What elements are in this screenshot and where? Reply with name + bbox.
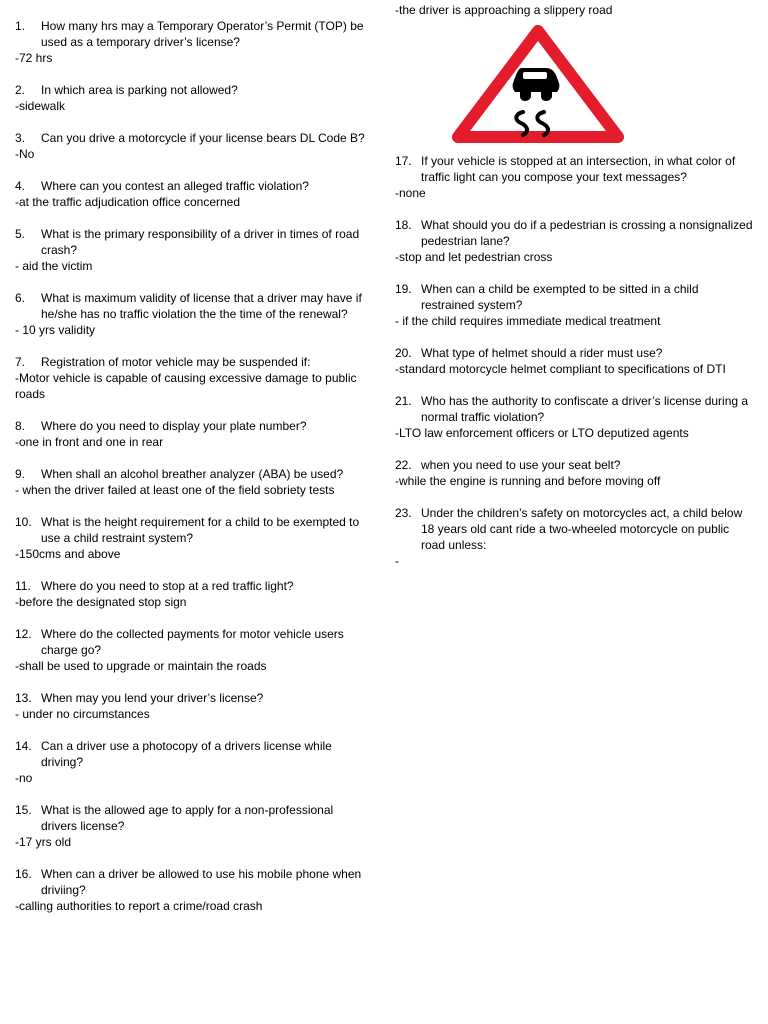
- right-question-text-1: If your vehicle is stopped at an intersection, in what color of traffic light can you compose your text messages?: [421, 154, 736, 184]
- right-question-text-6: when you need to use your seat belt?: [421, 458, 621, 472]
- left-answer-16: -calling authorities to report a crime/road crash: [15, 899, 263, 913]
- left-question-text-12: Where do the collected payments for motor vehicle users charge go?: [41, 627, 344, 657]
- left-item-12: [15, 626, 370, 674]
- right-question-text-7: Under the children’s safety on motorcycles act, a child below 18 years old cant ride a two-wheeled motorcycle on public road unless:: [421, 506, 743, 552]
- left-question-text-15: What is the allowed age to apply for a non-professional drivers license?: [41, 803, 334, 833]
- left-question-text-3: Can you drive a motorcycle if your license bears DL Code B?: [41, 131, 365, 145]
- right-question-number-2: 18.: [395, 218, 412, 232]
- left-question-number-2: 2.: [15, 83, 26, 97]
- left-question-text-9: When shall an alcohol breather analyzer (ABA) be used?: [41, 467, 344, 481]
- left-question-line-14: [15, 738, 370, 770]
- left-question-line-12: [15, 626, 370, 658]
- left-question-text-11: Where do you need to stop at a red traffic light?: [41, 579, 294, 593]
- right-answer-6: -while the engine is running and before moving off: [395, 474, 661, 488]
- left-question-number-9: 9.: [15, 467, 26, 481]
- left-question-number-11: 11.: [15, 579, 31, 593]
- left-question-text-16: When can a driver be allowed to use his mobile phone when driviing?: [41, 867, 362, 897]
- left-column: [15, 18, 370, 930]
- left-question-text-7: Registration of motor vehicle may be suspended if:: [41, 355, 311, 369]
- left-question-text-10: What is the height requirement for a child to be exempted to use a child restraint system?: [41, 515, 360, 545]
- left-question-line-16: [15, 866, 370, 898]
- left-question-text-6: What is maximum validity of license that a driver may have if he/she has no traffic violation the the time of the renewal?: [41, 291, 362, 321]
- left-question-text-5: What is the primary responsibility of a driver in times of road crash?: [41, 227, 360, 257]
- left-question-number-8: 8.: [15, 419, 26, 433]
- left-answer-15: -17 yrs old: [15, 835, 72, 849]
- right-item-1: [395, 153, 755, 201]
- right-question-line-5: [395, 393, 755, 425]
- left-answer-9: - when the driver failed at least one of the field sobriety tests: [15, 483, 335, 497]
- right-item-5: [395, 393, 755, 441]
- left-question-number-3: 3.: [15, 131, 26, 145]
- left-question-number-6: 6.: [15, 291, 26, 305]
- left-question-line-11: [15, 578, 370, 594]
- right-question-text-3: When can a child be exempted to be sitted in a child restrained system?: [421, 282, 699, 312]
- left-question-line-3: [15, 130, 370, 146]
- right-answer-3: - if the child requires immediate medical treatment: [395, 314, 661, 328]
- left-question-number-5: 5.: [15, 227, 26, 241]
- right-question-line-1: [395, 153, 755, 185]
- left-answer-5: - aid the victim: [15, 259, 93, 273]
- right-item-4: [395, 345, 755, 377]
- right-question-line-7: [395, 505, 755, 553]
- left-answer-13: - under no circumstances: [15, 707, 150, 721]
- left-answer-12: -shall be used to upgrade or maintain the roads: [15, 659, 267, 673]
- left-item-1: [15, 18, 370, 66]
- left-question-number-1: 1.: [15, 19, 26, 33]
- top-answer: -the driver is approaching a slippery road: [395, 3, 613, 17]
- right-question-number-7: 23.: [395, 506, 412, 520]
- left-answer-3: -No: [15, 147, 35, 161]
- right-question-number-4: 20.: [395, 346, 412, 360]
- right-question-text-5: Who has the authority to confiscate a driver’s license during a normal traffic violation?: [421, 394, 749, 424]
- left-question-text-2: In which area is parking not allowed?: [41, 83, 238, 97]
- right-answer-5: -LTO law enforcement officers or LTO deputized agents: [395, 426, 689, 440]
- left-question-line-8: [15, 418, 370, 434]
- left-question-number-16: 16.: [15, 867, 32, 881]
- right-answer-7: -: [395, 554, 399, 568]
- left-question-text-1: How many hrs may a Temporary Operator’s Permit (TOP) be used as a temporary driver’s license?: [41, 19, 364, 49]
- left-question-line-6: [15, 290, 370, 322]
- right-question-number-3: 19.: [395, 282, 412, 296]
- left-question-line-4: [15, 178, 370, 194]
- left-item-2: [15, 82, 370, 114]
- left-answer-10: -150cms and above: [15, 547, 121, 561]
- left-question-line-1: [15, 18, 370, 50]
- left-answer-6: - 10 yrs validity: [15, 323, 96, 337]
- left-item-15: [15, 802, 370, 850]
- left-question-line-2: [15, 82, 370, 98]
- left-question-line-9: [15, 466, 370, 482]
- left-question-text-8: Where do you need to display your plate number?: [41, 419, 307, 433]
- left-item-14: [15, 738, 370, 786]
- left-item-13: [15, 690, 370, 722]
- left-item-11: [15, 578, 370, 610]
- left-question-line-5: [15, 226, 370, 258]
- right-question-number-5: 21.: [395, 394, 412, 408]
- right-question-line-2: [395, 217, 755, 249]
- right-question-line-6: [395, 457, 755, 473]
- left-item-8: [15, 418, 370, 450]
- right-item-7: [395, 505, 755, 569]
- left-question-text-4: Where can you contest an alleged traffic violation?: [41, 179, 309, 193]
- left-question-line-7: [15, 354, 370, 370]
- right-answer-1: -none: [395, 186, 426, 200]
- right-question-line-4: [395, 345, 755, 361]
- right-item-3: [395, 281, 755, 329]
- slippery-road-sign-icon: [448, 22, 628, 147]
- right-question-line-3: [395, 281, 755, 313]
- left-question-line-10: [15, 514, 370, 546]
- left-question-text-14: Can a driver use a photocopy of a drivers license while driving?: [41, 739, 332, 769]
- right-answer-4: -standard motorcycle helmet compliant to specifications of DTI: [395, 362, 726, 376]
- left-item-4: [15, 178, 370, 210]
- right-item-6: [395, 457, 755, 489]
- left-question-text-13: When may you lend your driver’s license?: [41, 691, 264, 705]
- left-question-number-12: 12.: [15, 627, 32, 641]
- left-item-7: [15, 354, 370, 402]
- right-column: [395, 2, 755, 585]
- right-question-list: [395, 153, 755, 569]
- left-answer-2: -sidewalk: [15, 99, 66, 113]
- right-question-text-2: What should you do if a pedestrian is crossing a nonsignalized pedestrian lane?: [421, 218, 753, 248]
- left-answer-14: -no: [15, 771, 33, 785]
- left-answer-7: -Motor vehicle is capable of causing excessive damage to public roads: [15, 371, 357, 401]
- right-question-number-1: 17.: [395, 154, 412, 168]
- left-answer-4: -at the traffic adjudication office concerned: [15, 195, 241, 209]
- left-item-5: [15, 226, 370, 274]
- left-question-line-15: [15, 802, 370, 834]
- left-item-16: [15, 866, 370, 914]
- left-question-number-15: 15.: [15, 803, 32, 817]
- left-answer-1: -72 hrs: [15, 51, 53, 65]
- right-item-2: [395, 217, 755, 265]
- left-question-number-4: 4.: [15, 179, 26, 193]
- left-item-9: [15, 466, 370, 498]
- right-answer-2: -stop and let pedestrian cross: [395, 250, 553, 264]
- left-item-10: [15, 514, 370, 562]
- left-answer-11: -before the designated stop sign: [15, 595, 187, 609]
- left-question-number-7: 7.: [15, 355, 26, 369]
- right-question-text-4: What type of helmet should a rider must use?: [421, 346, 663, 360]
- left-item-3: [15, 130, 370, 162]
- left-question-number-10: 10.: [15, 515, 32, 529]
- left-question-number-14: 14.: [15, 739, 32, 753]
- left-question-number-13: 13.: [15, 691, 32, 705]
- right-question-number-6: 22.: [395, 458, 412, 472]
- left-answer-8: -one in front and one in rear: [15, 435, 164, 449]
- left-question-line-13: [15, 690, 370, 706]
- left-item-6: [15, 290, 370, 338]
